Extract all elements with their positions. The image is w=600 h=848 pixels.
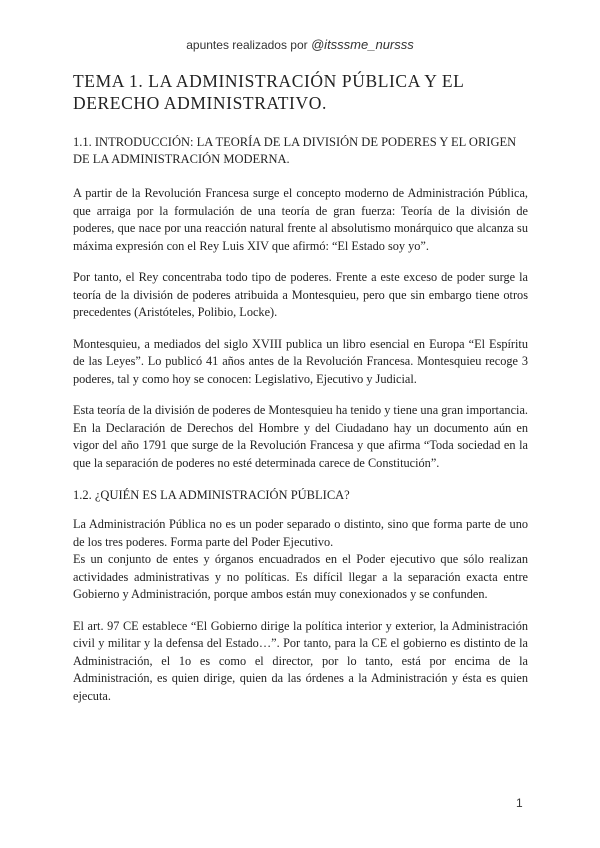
- paragraph: Montesquieu, a mediados del siglo XVIII publica un libro esencial en Europa “El Espíritu de las Leyes”. Lo publicó 41 años antes de la Revolución Francesa. Montesquieu recoge 3 poderes, tal y como hoy se conocen: Legislativo, Ejecutivo y Judicial.: [73, 336, 528, 386]
- document-body: [73, 70, 528, 705]
- author-credit-prefix: apuntes realizados por: [186, 38, 311, 52]
- page-number: 1: [516, 796, 523, 810]
- section-heading-quien-es: 1.2. ¿QUIÉN ES LA ADMINISTRACIÓN PÚBLICA?: [73, 488, 350, 502]
- paragraph: Esta teoría de la división de poderes de Montesquieu ha tenido y tiene una gran importancia. En la Declaración de Derechos del Hombre y del Ciudadano hay un documento aún en vigor del año 1791 que surge de la Revolución Francesa y que afirma “Toda sociedad en la que la separación de poderes no esté determinada carece de Constitución”.: [73, 403, 528, 470]
- section-heading-introduccion: 1.1. INTRODUCCIÓN: LA TEORÍA DE LA DIVISIÓN DE PODERES Y EL ORIGEN DE LA ADMINISTRACIÓN MODERNA.: [73, 135, 517, 166]
- paragraph: Por tanto, el Rey concentraba todo tipo de poderes. Frente a este exceso de poder surge la teoría de la división de poderes atribuida a Montesquieu, pero que sin embargo tiene otros precedentes (Aristóteles, Polibio, Locke).: [73, 270, 528, 319]
- author-handle: @itsssme_nursss: [310, 37, 414, 52]
- paragraph: Es un conjunto de entes y órganos encuadrados en el Poder ejecutivo que sólo realizan actividades administrativas y no políticas. Es difícil llegar a la separación exacta entre Gobierno y Administración, porque ambos están muy conexionados y se confunden.: [73, 552, 528, 601]
- paragraph: La Administración Pública no es un poder separado o distinto, sino que forma parte de uno de los tres poderes. Forma parte del Poder Ejecutivo.: [73, 517, 528, 549]
- paragraph: A partir de la Revolución Francesa surge el concepto moderno de Administración Pública, que arraiga por la formulación de una teoría de gran fuerza: Teoría de la división de poderes, que nace por una reacción natural frente al absolutismo monárquico que alcanza su máxima expresión con el Rey Luis XIV que afirmó: “El Estado soy yo”.: [73, 186, 528, 253]
- author-credit: [0, 37, 600, 52]
- document-title: TEMA 1. LA ADMINISTRACIÓN PÚBLICA Y EL DERECHO ADMINISTRATIVO.: [73, 71, 464, 113]
- paragraph: El art. 97 CE establece “El Gobierno dirige la política interior y exterior, la Administración civil y militar y la defensa del Estado…”. Por tanto, para la CE el gobierno es distinto de la Administración, el 1o es como el director, por lo tanto, está por encima de la Administración, es quien dirige, quien da las órdenes a la Administración y ésta es quien ejecuta.: [73, 618, 528, 703]
